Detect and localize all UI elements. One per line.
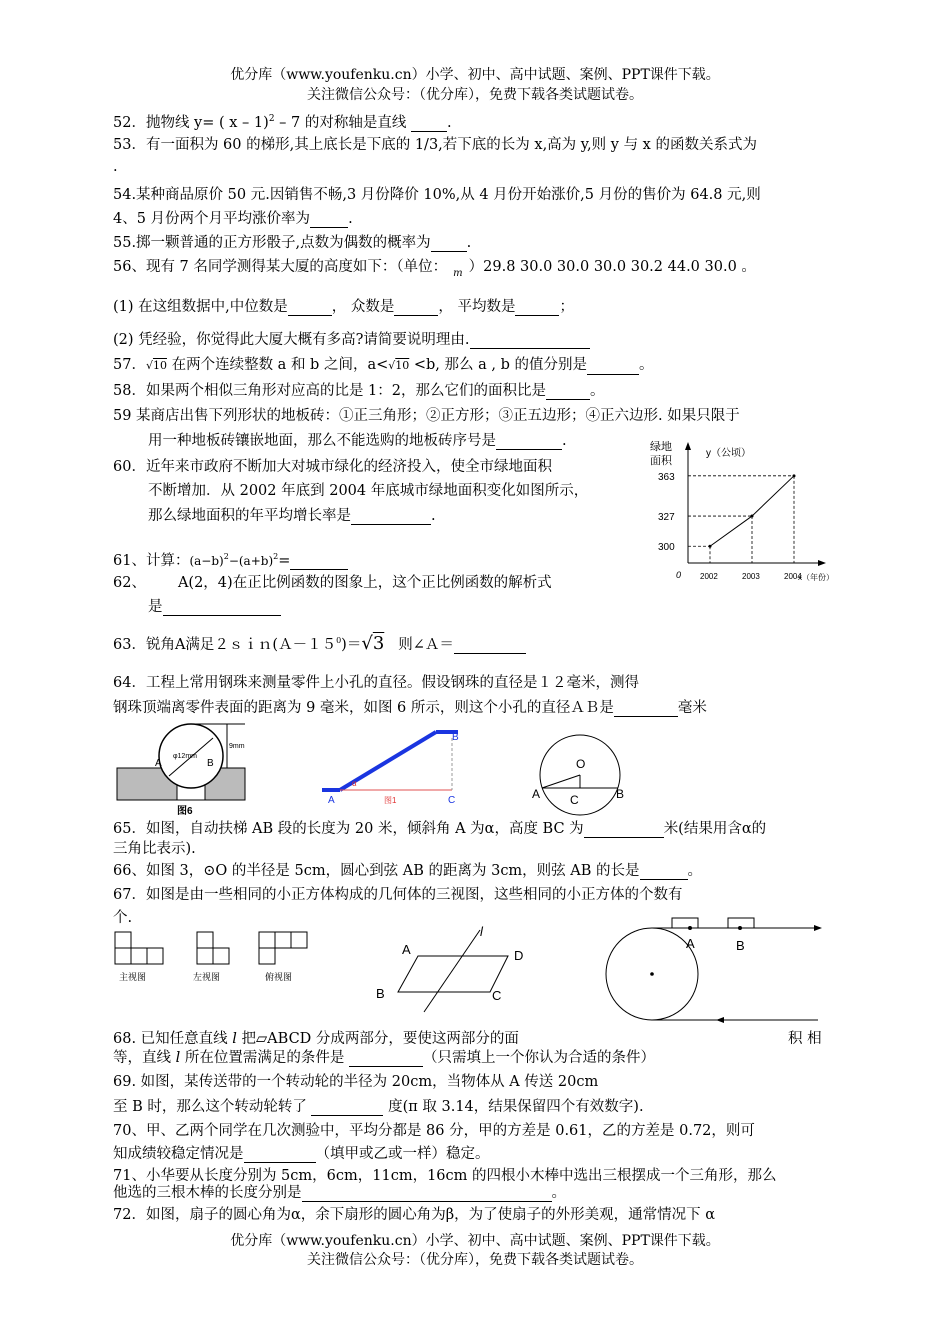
fig6-label-b: B xyxy=(207,758,214,769)
question-69-line2: 至 B 时，那么这个转动轮转了 度(π 取 3.14，结果保留四个有效数字). xyxy=(113,1099,644,1115)
figure-three-views xyxy=(113,930,353,990)
chart-xtick: 2004 xyxy=(784,572,802,581)
answer-blank[interactable] xyxy=(310,212,348,228)
question-53-end: . xyxy=(113,159,118,175)
chart-origin: 0 xyxy=(676,570,682,580)
question-65: 65．如图，自动扶梯 AB 段的长度为 20 米，倾斜角 A 为α，高度 BC 为 米(结果用含α的 xyxy=(113,821,767,837)
top-view xyxy=(259,932,307,964)
answer-blank[interactable] xyxy=(587,359,639,375)
conveyor-top-arrow xyxy=(814,925,822,931)
question-55: 55.掷一颗普通的正方形骰子,点数为偶数的概率为 . xyxy=(113,235,472,251)
question-53: 53．有一面积为 60 的梯形,其上底长是下底的 1/3,若下底的长为 x,高为 y,则 y 与 x 的函数关系式为 xyxy=(113,137,757,153)
answer-blank[interactable] xyxy=(290,554,348,570)
question-68-right: 积 相 xyxy=(788,1031,822,1047)
chart-point xyxy=(793,474,796,477)
question-60-line3: 那么绿地面积的年平均增长率是 . xyxy=(148,508,436,524)
question-66: 66、如图 3，⊙O 的半径是 5cm，圆心到弦 AB 的距离为 3cm，则弦 AB 的长是 。 xyxy=(113,863,703,879)
chart-y-arrow xyxy=(685,442,691,450)
chart-ylabel-2: 面积 xyxy=(650,455,672,467)
question-71-line2: 他选的三根木棒的长度分别是 。 xyxy=(113,1185,566,1201)
answer-blank[interactable] xyxy=(496,434,562,450)
fig6-label-a: A xyxy=(155,758,162,769)
answer-blank[interactable] xyxy=(349,1051,423,1067)
conveyor-bottom-arrow xyxy=(716,1017,724,1023)
answer-blank[interactable] xyxy=(546,384,590,400)
left-view-label: 左视图 xyxy=(193,972,221,982)
escalator-angle: α xyxy=(352,779,357,788)
chart-ylabel-1: 绿地 xyxy=(650,441,672,453)
escalator-label-b: B xyxy=(452,732,459,743)
escalator-caption: 图1 xyxy=(384,796,397,805)
label-c: C xyxy=(492,988,502,1003)
chart-ytick: 300 xyxy=(658,542,675,554)
height-dim: 9mm xyxy=(229,743,245,750)
figure-conveyor xyxy=(604,918,844,1048)
radius-oa xyxy=(542,775,580,788)
question-67: 67．如图是由一些相同的小正方体构成的几何体的三视图，这些相同的小正方体的个数有 xyxy=(113,887,683,903)
front-view xyxy=(115,932,163,964)
fig6-caption: 图6 xyxy=(177,806,193,817)
question-54: 54.某种商品原价 50 元.因销售不畅,3 月份降价 10%,从 4 月份开始涨价,5 月份的售价为 64.8 元,则 xyxy=(113,187,761,203)
question-56-part2: (2) 凭经验，你觉得此大厦大概有多高?请简要说明理由. xyxy=(113,331,590,349)
circle-label-b: B xyxy=(616,787,625,801)
question-63: 63．锐角A满足$2sin(A-15^0)=√3$ 则∠Ａ＝ xyxy=(113,632,526,654)
question-64-line2: 钢珠顶端离零件表面的距离为 9 毫米，如图 6 所示，则这个小孔的直径ＡＢ是 毫米 xyxy=(113,700,707,716)
question-57: 57．√10 在两个连续整数 a 和 b 之间，a<√10 <b, 那么 a , b 的值分别是 。 xyxy=(113,357,654,373)
answer-blank[interactable] xyxy=(470,333,590,349)
footer-line-2: 关注微信公众号：（优分库），免费下载各类试题试卷。 xyxy=(307,1252,643,1268)
label-b: B xyxy=(376,986,385,1001)
footer-line-1: 优分库（www.youfenku.cn）小学、初中、高中试题、案例、PPT课件下载。 xyxy=(230,1233,720,1249)
question-64: 64．工程上常用钢珠来测量零件上小孔的直径。假设钢珠的直径是１２毫米，测得 xyxy=(113,675,639,691)
chart-x-arrow xyxy=(818,560,826,566)
question-62: 62、 A(2，4)在正比例函数的图象上，这个正比例函数的解析式 xyxy=(113,575,552,591)
question-70: 70、甲、乙两个同学在几次测验中，平均分都是 86 分，甲的方差是 0.61，乙的方差是 0.72，则可 xyxy=(113,1123,755,1139)
header-line-2: 关注微信公众号：（优分库），免费下载各类试题试卷。 xyxy=(307,87,643,103)
question-59-line2: 用一种地板砖镶嵌地面，那么不能选购的地板砖序号是 . xyxy=(148,433,567,449)
chart-ytick: 363 xyxy=(658,471,675,483)
box-a xyxy=(672,918,698,928)
mode-blank[interactable] xyxy=(394,300,438,316)
figure-circle-chord xyxy=(530,728,640,818)
question-65-line2: 三角比表示). xyxy=(113,841,196,857)
question-62-line2: 是 xyxy=(148,598,281,616)
chart-xunit: x（年份） xyxy=(798,573,834,582)
parallelogram-abcd xyxy=(398,956,508,992)
escalator-label-a: A xyxy=(328,795,335,806)
question-68: 68. 已知任意直线 l 把▱ABCD 分成两部分，要使这两部分的面 xyxy=(113,1031,519,1047)
ball-dim: φ12mm xyxy=(173,753,197,760)
question-54-line2: 4、5 月份两个月平均涨价率为 . xyxy=(113,211,353,227)
front-view-label: 主视图 xyxy=(119,972,147,982)
answer-blank[interactable] xyxy=(244,1147,316,1163)
answer-blank[interactable] xyxy=(351,509,431,525)
median-blank[interactable] xyxy=(288,300,332,316)
question-58: 58．如果两个相似三角形对应高的比是 1：2，那么它们的面积比是 。 xyxy=(113,383,605,399)
chart-unit: y（公顷） xyxy=(706,448,751,459)
question-52: 52．抛物线 y= ( x – 1)$^2$ – 7 的对称轴是直线 . xyxy=(113,114,452,131)
top-view-label: 俯视图 xyxy=(265,972,293,982)
question-60-line2: 不断增加．从 2002 年底到 2004 年底城市绿地面积变化如图所示， xyxy=(148,483,589,499)
question-60: 60．近年来市政府不断加大对城市绿化的经济投入，使全市绿地面积 xyxy=(113,459,552,475)
conveyor-label-a: A xyxy=(686,936,695,951)
circle-label-a: A xyxy=(532,787,541,801)
answer-blank[interactable] xyxy=(163,600,281,616)
question-56: 56、现有 7 名同学测得某大厦的高度如下：（单位： $_m$ ）29.8 30.0 30.0 30.0 30.2 44.0 30.0 。 xyxy=(113,259,756,279)
figure-escalator xyxy=(318,728,478,808)
answer-blank[interactable] xyxy=(584,822,664,838)
label-d: D xyxy=(514,948,524,963)
question-70-line2: 知成绩较稳定情况是 （填甲或乙或一样）稳定。 xyxy=(113,1146,490,1162)
label-l: l xyxy=(480,924,483,939)
question-61: 61、计算：$(a-b)^2-(a+b)^2=$ xyxy=(113,548,348,570)
chart-xtick: 2003 xyxy=(742,572,760,581)
escalator-label-c: C xyxy=(448,795,456,806)
mean-blank[interactable] xyxy=(515,300,559,316)
label-a: A xyxy=(402,942,411,957)
answer-blank[interactable] xyxy=(302,1186,552,1202)
chart-ytick: 327 xyxy=(658,512,675,524)
left-view xyxy=(197,932,229,964)
wheel-center xyxy=(650,972,654,976)
question-68-line2: 等，直线 l 所在位置需满足的条件是 （只需填上一个你认为合适的条件） xyxy=(113,1050,655,1066)
answer-blank[interactable] xyxy=(640,864,688,880)
question-69: 69. 如图，某传送带的一个转动轮的半径为 20cm，当物体从 A 传送 20cm xyxy=(113,1074,599,1090)
circle-label-o: O xyxy=(576,757,586,771)
line-l xyxy=(424,930,480,1012)
answer-blank[interactable] xyxy=(311,1100,383,1116)
answer-blank[interactable] xyxy=(614,701,678,717)
circle-label-c: C xyxy=(570,793,579,807)
conveyor-label-b: B xyxy=(736,938,745,953)
answer-blank[interactable] xyxy=(454,638,526,654)
chart-point xyxy=(751,515,754,518)
figure-parallelogram xyxy=(372,924,542,1014)
header-line-1: 优分库（www.youfenku.cn）小学、初中、高中试题、案例、PPT课件下载。 xyxy=(230,67,720,83)
question-67-line2: 个. xyxy=(113,910,133,926)
green-area-chart xyxy=(648,438,848,598)
figure-6-ball xyxy=(115,728,285,818)
question-56-part1: (1) 在这组数据中,中位数是 ， 众数是 ， 平均数是 ； xyxy=(113,299,574,315)
chart-point xyxy=(709,545,712,548)
question-59: 59 某商店出售下列形状的地板砖：①正三角形；②正方形；③正五边形；④正六边形. 如果只限于 xyxy=(113,408,740,424)
chart-xtick: 2002 xyxy=(700,572,718,581)
chart-series-line xyxy=(710,476,794,546)
answer-blank[interactable] xyxy=(431,236,467,252)
question-71: 71、小华要从长度分别为 5cm，6cm，11cm，16cm 的四根小木棒中选出三根摆成一个三角形，那么 xyxy=(113,1168,777,1184)
answer-blank[interactable] xyxy=(411,116,447,132)
question-72: 72．如图，扇子的圆心角为α，余下扇形的圆心角为β，为了使扇子的外形美观，通常情况下 α xyxy=(113,1207,716,1223)
